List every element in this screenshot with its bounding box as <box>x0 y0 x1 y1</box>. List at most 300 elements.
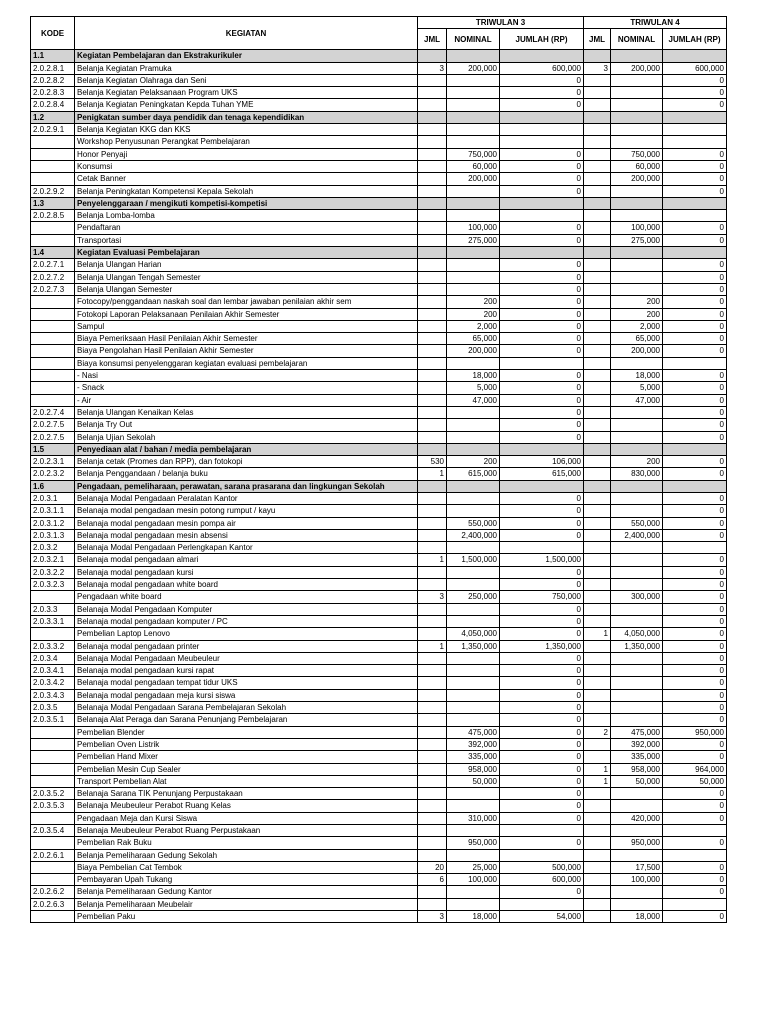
jumlah-q3-cell <box>500 124 584 136</box>
kegiatan-cell: Belanaja modal pengadaan mesin absensi <box>75 529 418 541</box>
nominal-q3-cell: 200 <box>447 296 500 308</box>
section-row <box>31 443 727 455</box>
jml-q3-cell <box>418 320 447 332</box>
jml-q3-cell <box>418 443 447 455</box>
kode-cell: 2.0.3.2.2 <box>31 566 75 578</box>
table-row <box>31 911 727 923</box>
table-row <box>31 800 727 812</box>
nominal-q3-cell <box>447 406 500 418</box>
kode-cell: 1.3 <box>31 197 75 209</box>
nominal-q3-cell: 47,000 <box>447 394 500 406</box>
jml-q3-cell <box>418 812 447 824</box>
kegiatan-cell: Pendaftaran <box>75 222 418 234</box>
table-row <box>31 517 727 529</box>
jml-q3-cell <box>418 677 447 689</box>
nominal-q4-cell: 47,000 <box>611 394 663 406</box>
jumlah-q4-cell: 0 <box>663 788 727 800</box>
jml-q3-cell <box>418 148 447 160</box>
section-row <box>31 247 727 259</box>
kode-cell <box>31 296 75 308</box>
jml-q3-cell <box>418 566 447 578</box>
jml-q4-cell <box>584 74 611 86</box>
jml-q4-cell <box>584 702 611 714</box>
jumlah-q3-cell: 0 <box>500 726 584 738</box>
jumlah-q3-cell: 0 <box>500 370 584 382</box>
kode-cell: 1.2 <box>31 111 75 123</box>
kode-cell <box>31 763 75 775</box>
table-row <box>31 861 727 873</box>
jumlah-q4-cell: 0 <box>663 800 727 812</box>
nominal-q4-cell: 830,000 <box>611 468 663 480</box>
jumlah-q3-cell: 0 <box>500 234 584 246</box>
kegiatan-cell: Biaya Pemeriksaan Hasil Penilaian Akhir Semester <box>75 333 418 345</box>
jumlah-q3-cell: 0 <box>500 148 584 160</box>
jml-q4-cell <box>584 443 611 455</box>
header-nominal-q4: NOMINAL <box>611 29 663 50</box>
header-nominal-q3: NOMINAL <box>447 29 500 50</box>
nominal-q3-cell <box>447 431 500 443</box>
kode-cell <box>31 751 75 763</box>
jml-q3-cell <box>418 222 447 234</box>
kode-cell: 2.0.2.9.2 <box>31 185 75 197</box>
jml-q3-cell <box>418 99 447 111</box>
jumlah-q4-cell <box>663 136 727 148</box>
nominal-q3-cell: 200 <box>447 308 500 320</box>
section-row <box>31 111 727 123</box>
nominal-q3-cell <box>447 505 500 517</box>
kegiatan-cell: - Snack <box>75 382 418 394</box>
kode-cell: 2.0.2.3.1 <box>31 456 75 468</box>
jumlah-q3-cell: 0 <box>500 812 584 824</box>
kode-cell: 2.0.3.4 <box>31 652 75 664</box>
jumlah-q4-cell: 0 <box>663 517 727 529</box>
nominal-q4-cell: 335,000 <box>611 751 663 763</box>
kode-cell: 2.0.3.1 <box>31 492 75 504</box>
jumlah-q4-cell: 0 <box>663 173 727 185</box>
jumlah-q3-cell: 0 <box>500 394 584 406</box>
jumlah-q3-cell: 615,000 <box>500 468 584 480</box>
kode-cell <box>31 861 75 873</box>
jml-q4-cell <box>584 800 611 812</box>
kegiatan-cell: Belanaja Meubeuleur Perabot Ruang Kelas <box>75 800 418 812</box>
header-jumlah-q3: JUMLAH (RP) <box>500 29 584 50</box>
kegiatan-cell: Kegiatan Pembelajaran dan Ekstrakurikuler <box>75 50 418 62</box>
jumlah-q4-cell: 0 <box>663 714 727 726</box>
nominal-q4-cell <box>611 111 663 123</box>
table-row <box>31 456 727 468</box>
nominal-q3-cell: 550,000 <box>447 517 500 529</box>
jml-q3-cell <box>418 247 447 259</box>
section-row <box>31 480 727 492</box>
jumlah-q3-cell: 0 <box>500 775 584 787</box>
jml-q3-cell <box>418 615 447 627</box>
table-row <box>31 554 727 566</box>
jml-q3-cell <box>418 517 447 529</box>
jumlah-q3-cell: 0 <box>500 431 584 443</box>
nominal-q4-cell <box>611 87 663 99</box>
nominal-q3-cell <box>447 615 500 627</box>
nominal-q3-cell: 25,000 <box>447 861 500 873</box>
table-row <box>31 296 727 308</box>
jml-q4-cell <box>584 468 611 480</box>
kegiatan-cell: Belanaja Modal Pengadaan Perlengkapan Kantor <box>75 542 418 554</box>
jumlah-q4-cell: 0 <box>663 382 727 394</box>
kode-cell: 2.0.2.6.1 <box>31 849 75 861</box>
nominal-q4-cell: 200 <box>611 456 663 468</box>
kode-cell <box>31 911 75 923</box>
jml-q3-cell <box>418 382 447 394</box>
jml-q4-cell <box>584 271 611 283</box>
nominal-q3-cell <box>447 74 500 86</box>
jml-q3-cell <box>418 714 447 726</box>
jml-q4-cell <box>584 124 611 136</box>
jumlah-q3-cell: 0 <box>500 185 584 197</box>
kode-cell: 2.0.2.8.4 <box>31 99 75 111</box>
jumlah-q3-cell: 750,000 <box>500 591 584 603</box>
table-row <box>31 173 727 185</box>
nominal-q4-cell <box>611 579 663 591</box>
kode-cell: 2.0.2.7.2 <box>31 271 75 283</box>
nominal-q3-cell: 335,000 <box>447 751 500 763</box>
kegiatan-cell: Belanja Ujian Sekolah <box>75 431 418 443</box>
jml-q4-cell <box>584 222 611 234</box>
nominal-q3-cell: 615,000 <box>447 468 500 480</box>
jumlah-q3-cell: 0 <box>500 738 584 750</box>
jml-q3-cell <box>418 210 447 222</box>
table-row <box>31 234 727 246</box>
jumlah-q3-cell: 1,500,000 <box>500 554 584 566</box>
jumlah-q3-cell: 0 <box>500 87 584 99</box>
nominal-q3-cell <box>447 259 500 271</box>
nominal-q4-cell: 4,050,000 <box>611 628 663 640</box>
nominal-q3-cell: 50,000 <box>447 775 500 787</box>
jumlah-q4-cell: 0 <box>663 628 727 640</box>
nominal-q3-cell <box>447 898 500 910</box>
jml-q3-cell <box>418 394 447 406</box>
kode-cell <box>31 136 75 148</box>
nominal-q3-cell <box>447 579 500 591</box>
table-row <box>31 210 727 222</box>
jumlah-q3-cell: 0 <box>500 788 584 800</box>
nominal-q4-cell: 2,400,000 <box>611 529 663 541</box>
table-row <box>31 591 727 603</box>
jml-q4-cell <box>584 357 611 369</box>
jumlah-q4-cell: 0 <box>663 529 727 541</box>
jumlah-q3-cell: 106,000 <box>500 456 584 468</box>
jumlah-q4-cell: 0 <box>663 370 727 382</box>
nominal-q4-cell <box>611 505 663 517</box>
nominal-q4-cell <box>611 714 663 726</box>
kode-cell: 2.0.3.4.3 <box>31 689 75 701</box>
jml-q3-cell <box>418 185 447 197</box>
nominal-q4-cell: 100,000 <box>611 222 663 234</box>
nominal-q3-cell: 275,000 <box>447 234 500 246</box>
kode-cell: 2.0.3.4.1 <box>31 665 75 677</box>
table-row <box>31 726 727 738</box>
jumlah-q3-cell: 0 <box>500 677 584 689</box>
jml-q4-cell <box>584 517 611 529</box>
nominal-q4-cell: 50,000 <box>611 775 663 787</box>
nominal-q3-cell <box>447 492 500 504</box>
jumlah-q3-cell <box>500 50 584 62</box>
jml-q4-cell <box>584 160 611 172</box>
jml-q3-cell <box>418 50 447 62</box>
jml-q3-cell <box>418 505 447 517</box>
table-row <box>31 136 727 148</box>
jumlah-q4-cell: 0 <box>663 689 727 701</box>
nominal-q3-cell: 2,400,000 <box>447 529 500 541</box>
table-row <box>31 652 727 664</box>
nominal-q3-cell: 250,000 <box>447 591 500 603</box>
jml-q4-cell <box>584 406 611 418</box>
jml-q4-cell <box>584 714 611 726</box>
nominal-q4-cell <box>611 419 663 431</box>
kegiatan-cell: Belanaja modal pengadaan tempat tidur UKS <box>75 677 418 689</box>
nominal-q4-cell <box>611 886 663 898</box>
jml-q3-cell <box>418 837 447 849</box>
jml-q3-cell <box>418 849 447 861</box>
jml-q4-cell <box>584 456 611 468</box>
jml-q4-cell <box>584 173 611 185</box>
table-row <box>31 308 727 320</box>
jml-q4-cell <box>584 370 611 382</box>
jumlah-q4-cell <box>663 357 727 369</box>
jml-q4-cell <box>584 234 611 246</box>
jml-q4-cell <box>584 394 611 406</box>
table-row <box>31 689 727 701</box>
kode-cell: 2.0.2.8.5 <box>31 210 75 222</box>
nominal-q4-cell: 200,000 <box>611 62 663 74</box>
kegiatan-cell: Belanaja modal pengadaan kursi <box>75 566 418 578</box>
kegiatan-cell: Sampul <box>75 320 418 332</box>
kegiatan-cell: Belanaja Modal Pengadaan Meubeuleur <box>75 652 418 664</box>
jml-q3-cell <box>418 111 447 123</box>
jumlah-q4-cell: 0 <box>663 160 727 172</box>
nominal-q4-cell: 200,000 <box>611 345 663 357</box>
jumlah-q3-cell: 0 <box>500 579 584 591</box>
kegiatan-cell: Belanja cetak (Promes dan RPP), dan fotokopi <box>75 456 418 468</box>
nominal-q3-cell: 1,500,000 <box>447 554 500 566</box>
jumlah-q4-cell: 0 <box>663 320 727 332</box>
jml-q4-cell <box>584 689 611 701</box>
nominal-q4-cell: 200 <box>611 308 663 320</box>
jumlah-q3-cell: 0 <box>500 333 584 345</box>
jumlah-q4-cell <box>663 197 727 209</box>
nominal-q3-cell <box>447 50 500 62</box>
kegiatan-cell: Belanja Ulangan Harian <box>75 259 418 271</box>
nominal-q3-cell: 4,050,000 <box>447 628 500 640</box>
table-row <box>31 62 727 74</box>
table-row <box>31 579 727 591</box>
nominal-q3-cell: 950,000 <box>447 837 500 849</box>
nominal-q4-cell <box>611 849 663 861</box>
table-row <box>31 185 727 197</box>
jml-q3-cell <box>418 689 447 701</box>
table-row <box>31 738 727 750</box>
nominal-q3-cell <box>447 87 500 99</box>
jml-q4-cell <box>584 111 611 123</box>
kode-cell: 2.0.3.2.1 <box>31 554 75 566</box>
nominal-q4-cell <box>611 357 663 369</box>
kegiatan-cell: Belanja Lomba-lomba <box>75 210 418 222</box>
jml-q4-cell <box>584 87 611 99</box>
kode-cell: 2.0.2.9.1 <box>31 124 75 136</box>
jumlah-q4-cell: 964,000 <box>663 763 727 775</box>
jumlah-q4-cell: 950,000 <box>663 726 727 738</box>
jumlah-q3-cell: 0 <box>500 652 584 664</box>
nominal-q3-cell: 18,000 <box>447 911 500 923</box>
jumlah-q4-cell: 50,000 <box>663 775 727 787</box>
table-row <box>31 124 727 136</box>
jumlah-q4-cell <box>663 111 727 123</box>
jumlah-q4-cell: 0 <box>663 406 727 418</box>
kode-cell: 2.0.2.6.3 <box>31 898 75 910</box>
kegiatan-cell: Belanaja modal pengadaan komputer / PC <box>75 615 418 627</box>
jml-q3-cell <box>418 160 447 172</box>
jumlah-q3-cell: 0 <box>500 566 584 578</box>
jml-q4-cell <box>584 615 611 627</box>
kegiatan-cell: Belanja Kegiatan Pelaksanaan Program UKS <box>75 87 418 99</box>
jumlah-q4-cell: 0 <box>663 419 727 431</box>
jml-q4-cell <box>584 874 611 886</box>
jml-q4-cell <box>584 566 611 578</box>
jumlah-q3-cell: 0 <box>500 419 584 431</box>
kegiatan-cell: Pembelian Paku <box>75 911 418 923</box>
kegiatan-cell: Transportasi <box>75 234 418 246</box>
jumlah-q3-cell: 0 <box>500 714 584 726</box>
kode-cell: 2.0.3.3 <box>31 603 75 615</box>
jumlah-q3-cell <box>500 849 584 861</box>
jumlah-q4-cell: 0 <box>663 603 727 615</box>
kegiatan-cell: Belanja Pemeliharaan Meubelair <box>75 898 418 910</box>
jumlah-q3-cell: 0 <box>500 296 584 308</box>
nominal-q4-cell: 200,000 <box>611 173 663 185</box>
kegiatan-cell: Workshop Penyusunan Perangkat Pembelajaran <box>75 136 418 148</box>
jumlah-q3-cell: 0 <box>500 259 584 271</box>
kegiatan-cell: Belanaja Sarana TIK Penunjang Perpustakaan <box>75 788 418 800</box>
jml-q4-cell <box>584 345 611 357</box>
nominal-q4-cell: 958,000 <box>611 763 663 775</box>
kegiatan-cell: Honor Penyaji <box>75 148 418 160</box>
jumlah-q4-cell <box>663 898 727 910</box>
kode-cell: 2.0.3.3.2 <box>31 640 75 652</box>
nominal-q4-cell <box>611 554 663 566</box>
jml-q3-cell <box>418 124 447 136</box>
nominal-q4-cell: 5,000 <box>611 382 663 394</box>
jumlah-q4-cell: 0 <box>663 234 727 246</box>
jumlah-q4-cell: 0 <box>663 812 727 824</box>
nominal-q3-cell <box>447 271 500 283</box>
header-jml-q3: JML <box>418 29 447 50</box>
jml-q3-cell <box>418 492 447 504</box>
jumlah-q3-cell: 0 <box>500 345 584 357</box>
kode-cell: 2.0.2.7.3 <box>31 283 75 295</box>
jml-q4-cell <box>584 210 611 222</box>
kode-cell <box>31 308 75 320</box>
header-jumlah-q4: JUMLAH (RP) <box>663 29 727 50</box>
nominal-q4-cell: 750,000 <box>611 148 663 160</box>
jml-q4-cell <box>584 640 611 652</box>
kode-cell: 2.0.2.8.1 <box>31 62 75 74</box>
header-triwulan-3: TRIWULAN 3 <box>418 17 584 29</box>
nominal-q4-cell <box>611 271 663 283</box>
nominal-q4-cell <box>611 431 663 443</box>
kode-cell: 1.4 <box>31 247 75 259</box>
jumlah-q4-cell <box>663 825 727 837</box>
nominal-q4-cell <box>611 259 663 271</box>
kode-cell: 2.0.2.7.4 <box>31 406 75 418</box>
kode-cell: 2.0.3.5.1 <box>31 714 75 726</box>
nominal-q4-cell <box>611 800 663 812</box>
nominal-q4-cell: 18,000 <box>611 911 663 923</box>
kode-cell <box>31 160 75 172</box>
kegiatan-cell: Fotocopy/penggandaan naskah soal dan lembar jawaban penilaian akhir sem <box>75 296 418 308</box>
jumlah-q3-cell: 0 <box>500 492 584 504</box>
nominal-q4-cell <box>611 702 663 714</box>
jml-q4-cell <box>584 480 611 492</box>
table-row <box>31 222 727 234</box>
jumlah-q3-cell: 0 <box>500 382 584 394</box>
jumlah-q3-cell: 0 <box>500 505 584 517</box>
kode-cell <box>31 320 75 332</box>
jumlah-q4-cell: 0 <box>663 185 727 197</box>
nominal-q4-cell <box>611 677 663 689</box>
jml-q3-cell <box>418 628 447 640</box>
kode-cell <box>31 837 75 849</box>
kegiatan-cell: Belanaja modal pengadaan mesin potong rumput / kayu <box>75 505 418 517</box>
jumlah-q4-cell: 0 <box>663 677 727 689</box>
jumlah-q3-cell: 600,000 <box>500 62 584 74</box>
table-row <box>31 370 727 382</box>
jumlah-q4-cell <box>663 443 727 455</box>
nominal-q3-cell <box>447 702 500 714</box>
jml-q4-cell: 1 <box>584 763 611 775</box>
kode-cell <box>31 345 75 357</box>
kegiatan-cell: Biaya Pengolahan Hasil Penilaian Akhir Semester <box>75 345 418 357</box>
nominal-q3-cell: 392,000 <box>447 738 500 750</box>
header-kode: KODE <box>31 17 75 50</box>
kegiatan-cell: Belanaja Modal Pengadaan Sarana Pembelajaran Sekolah <box>75 702 418 714</box>
kegiatan-cell: Belanaja Meubeuleur Perabot Ruang Perpustakaan <box>75 825 418 837</box>
kegiatan-cell: Pengadaan Meja dan Kursi Siswa <box>75 812 418 824</box>
jml-q4-cell <box>584 652 611 664</box>
nominal-q4-cell: 420,000 <box>611 812 663 824</box>
jml-q3-cell <box>418 775 447 787</box>
jumlah-q4-cell <box>663 124 727 136</box>
nominal-q4-cell <box>611 136 663 148</box>
kode-cell: 2.0.3.4.2 <box>31 677 75 689</box>
nominal-q4-cell <box>611 603 663 615</box>
nominal-q4-cell: 950,000 <box>611 837 663 849</box>
kegiatan-cell: Belanja Pemeliharaan Gedung Sekolah <box>75 849 418 861</box>
nominal-q3-cell: 310,000 <box>447 812 500 824</box>
nominal-q4-cell <box>611 99 663 111</box>
nominal-q3-cell <box>447 247 500 259</box>
kegiatan-cell: Konsumsi <box>75 160 418 172</box>
jml-q4-cell <box>584 665 611 677</box>
kegiatan-cell: Belanaja modal pengadaan almari <box>75 554 418 566</box>
nominal-q3-cell <box>447 185 500 197</box>
nominal-q4-cell: 60,000 <box>611 160 663 172</box>
table-row <box>31 419 727 431</box>
nominal-q4-cell: 18,000 <box>611 370 663 382</box>
table-row <box>31 665 727 677</box>
jumlah-q3-cell <box>500 136 584 148</box>
table-row <box>31 603 727 615</box>
table-row <box>31 394 727 406</box>
kegiatan-cell: Penigkatan sumber daya pendidik dan tenaga kependidikan <box>75 111 418 123</box>
jml-q4-cell <box>584 677 611 689</box>
